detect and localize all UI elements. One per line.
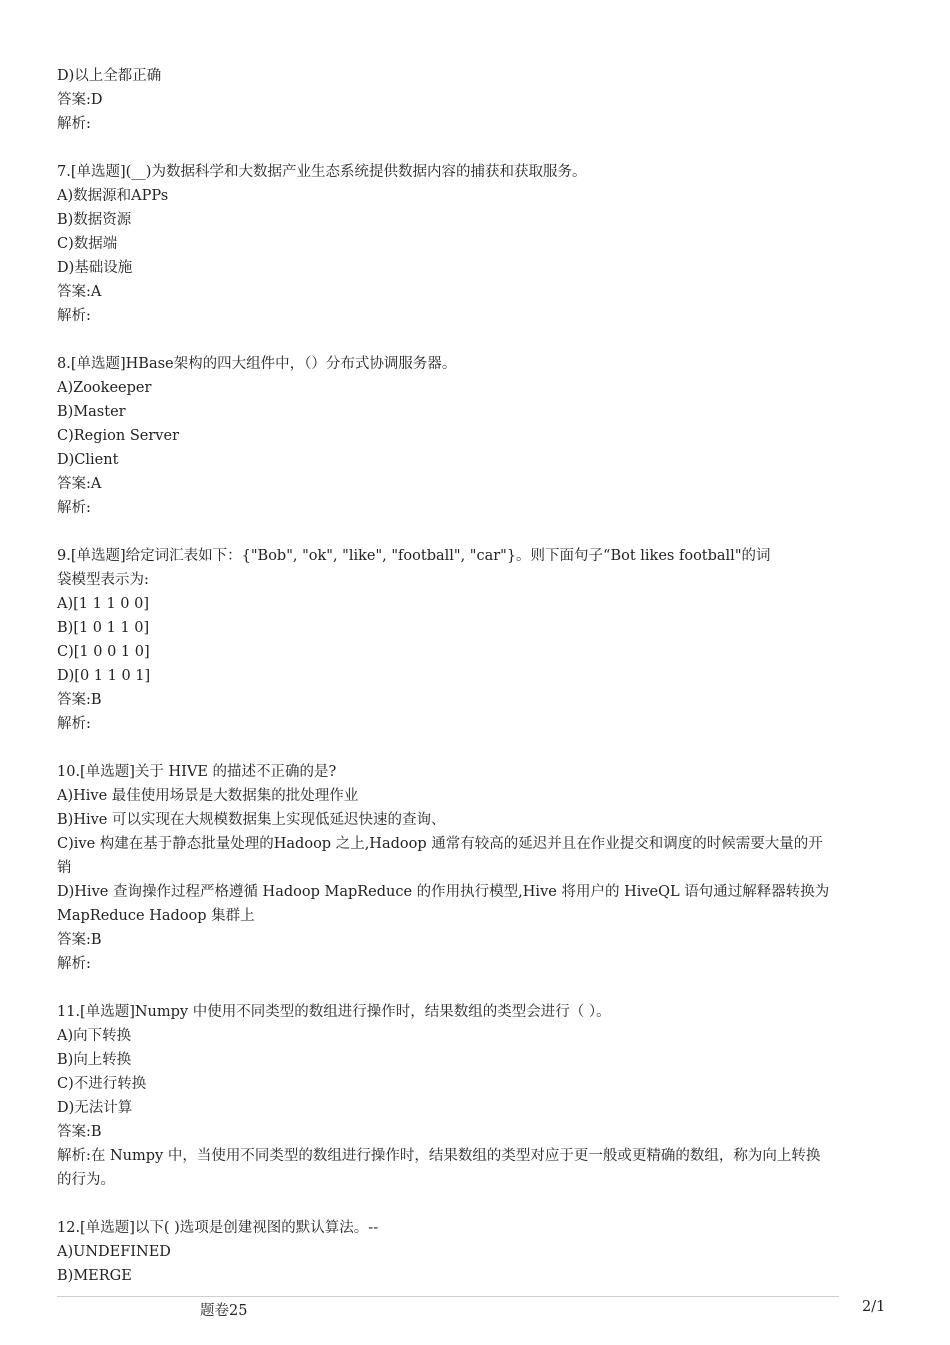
text-line: D)基础设施 (57, 260, 133, 276)
blank-line (57, 976, 892, 1000)
text-line: 9.[单选题]给定词汇表如下：{"Bob", "ok", "like", "football", "car"}。则下面句子“Bot likes football"的词 (57, 548, 771, 564)
text-line: B)[1 0 1 1 0] (57, 620, 150, 636)
footer-divider (57, 1296, 839, 1297)
text-line: 解析: (57, 500, 91, 516)
blank-line (57, 136, 892, 160)
text-line: 答案:A (57, 284, 102, 300)
text-line: A)数据源和APPs (57, 188, 169, 204)
text-line: 12.[单选题]以下( )选项是创建视图的默认算法。-- (57, 1220, 379, 1236)
text-line: C)不进行转换 (57, 1076, 147, 1092)
text-line: C)ive 构建在基于静态批量处理的Hadoop 之上,Hadoop 通常有较高的延迟并且在作业提交和调度的时候需要大量的开 (57, 836, 823, 852)
text-line: 8.[单选题]HBase架构的四大组件中，（）分布式协调服务器。 (57, 356, 457, 372)
text-line: D)[0 1 1 0 1] (57, 668, 151, 684)
text-line: MapReduce Hadoop 集群上 (57, 908, 255, 924)
text-line: C)Region Server (57, 428, 179, 444)
text-line: 答案:B (57, 692, 102, 708)
text-line: D)Hive 查询操作过程严格遵循 Hadoop MapReduce 的作用执行模型,Hive 将用户的 HiveQL 语句通过解释器转换为 (57, 884, 830, 900)
text-line: A)[1 1 1 0 0] (57, 596, 150, 612)
text-line: 答案:A (57, 476, 102, 492)
text-line: C)数据端 (57, 236, 118, 252)
document-body (57, 64, 892, 1288)
blank-line (57, 520, 892, 544)
text-line: A)UNDEFINED (57, 1244, 171, 1260)
text-line: 11.[单选题]Numpy 中使用不同类型的数组进行操作时，结果数组的类型会进行（ ）。 (57, 1004, 611, 1020)
blank-line (57, 736, 892, 760)
footer-title: 题卷25 (200, 1303, 248, 1319)
text-line: B)Hive 可以实现在大规模数据集上实现低延迟快速的查询、 (57, 812, 446, 828)
text-line: A)Hive 最佳使用场景是大数据集的批处理作业 (57, 788, 359, 804)
text-line: 解析:在 Numpy 中，当使用不同类型的数组进行操作时，结果数组的类型对应于更一般或更精确的数组，称为向上转换 (57, 1148, 821, 1164)
text-line: 答案:B (57, 1124, 102, 1140)
text-line: D)Client (57, 452, 119, 468)
text-line: 7.[单选题](__)为数据科学和大数据产业生态系统提供数据内容的捕获和获取服务。 (57, 164, 587, 180)
text-line: B)Master (57, 404, 126, 420)
blank-line (57, 328, 892, 352)
text-line: A)向下转换 (57, 1028, 132, 1044)
text-line: B)数据资源 (57, 212, 132, 228)
text-line: 解析: (57, 308, 91, 324)
text-line: 解析: (57, 116, 91, 132)
blank-line (57, 1192, 892, 1216)
text-line: A)Zookeeper (57, 380, 152, 396)
text-line: D)以上全都正确 (57, 68, 162, 84)
text-line: 解析: (57, 956, 91, 972)
text-line: 销 (57, 860, 72, 876)
text-line: 的行为。 (57, 1172, 115, 1188)
text-line: 解析: (57, 716, 91, 732)
text-line: 10.[单选题]关于 HIVE 的描述不正确的是? (57, 764, 337, 780)
text-line: B)MERGE (57, 1268, 132, 1284)
text-line: 答案:D (57, 92, 103, 108)
text-line: B)向上转换 (57, 1052, 132, 1068)
text-line: 答案:B (57, 932, 102, 948)
text-line: C)[1 0 0 1 0] (57, 644, 150, 660)
text-line: 袋模型表示为: (57, 572, 149, 588)
page-number: 2/1 (862, 1299, 886, 1315)
text-line: D)无法计算 (57, 1100, 133, 1116)
